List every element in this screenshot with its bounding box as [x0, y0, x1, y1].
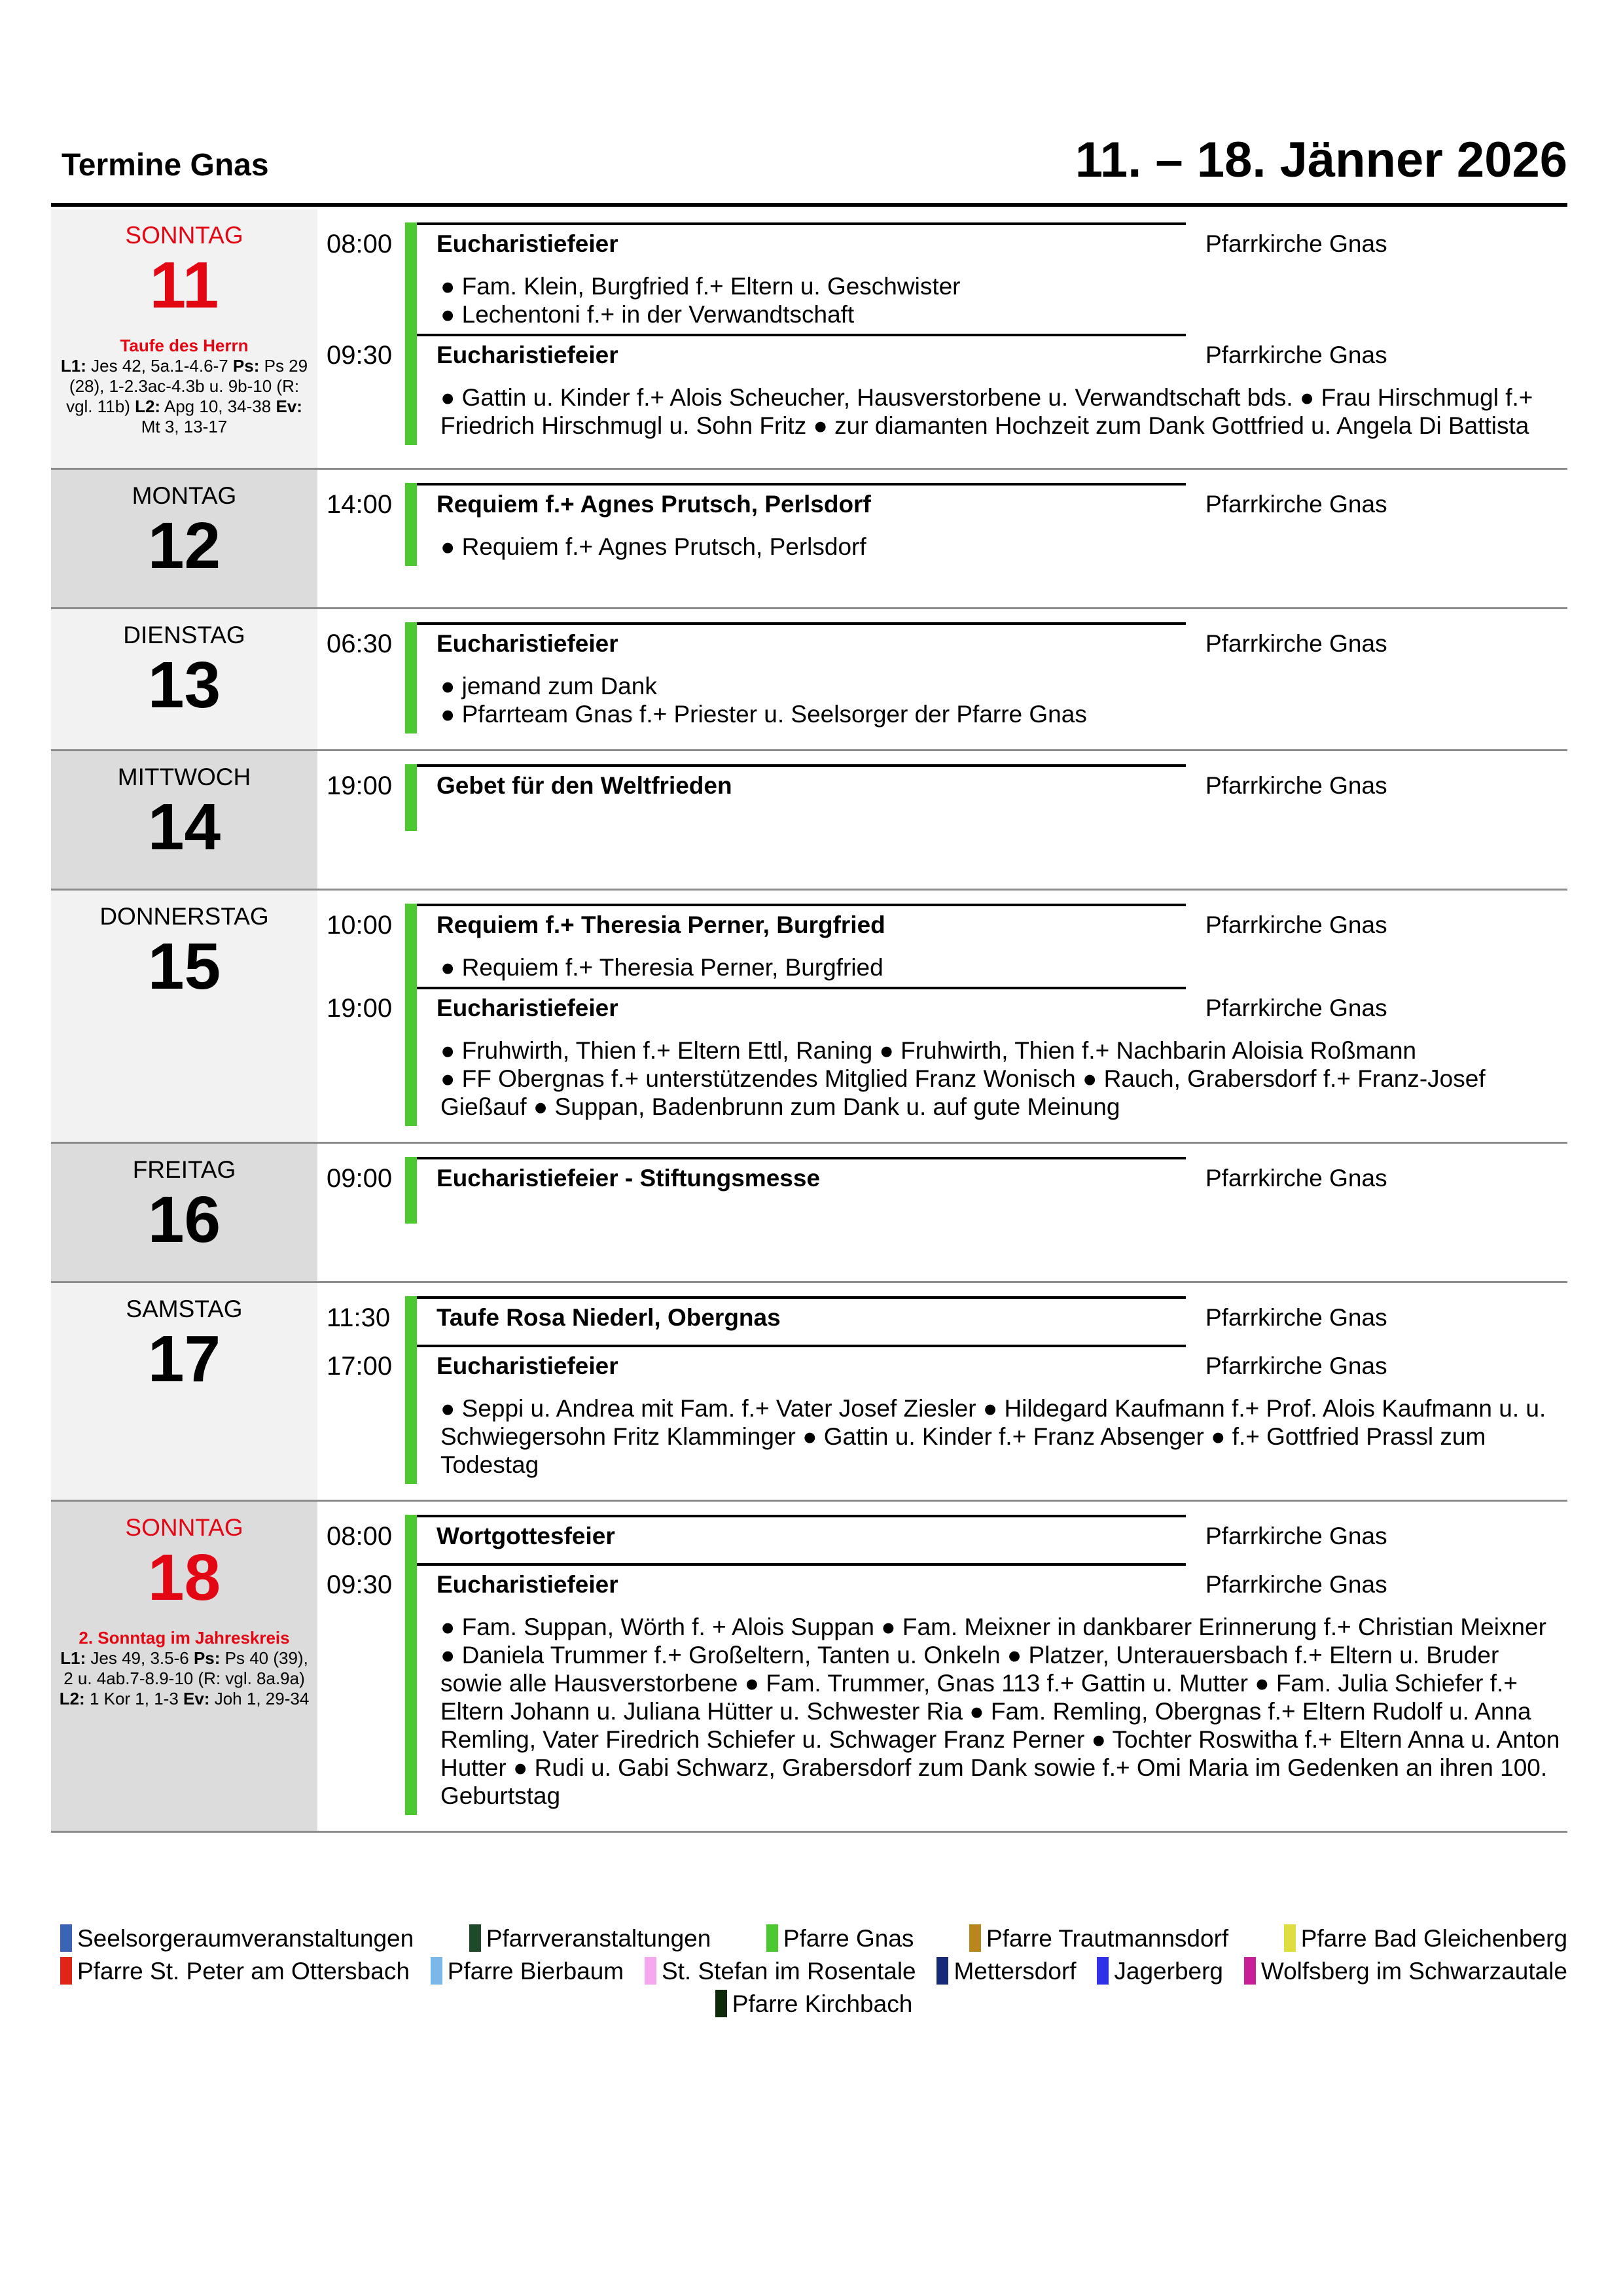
day-number: 14 — [147, 790, 221, 864]
mass-intentions — [437, 1600, 1567, 1815]
parish-color-bar — [405, 334, 417, 445]
parish-color-bar — [405, 904, 417, 987]
event-body — [417, 222, 1567, 334]
weekday-label: SONNTAG — [125, 222, 243, 249]
legend-label: Pfarre Gnas — [783, 1925, 914, 1952]
event-title: Eucharistiefeier — [437, 1352, 618, 1379]
event-divider — [417, 904, 1186, 906]
event-entry[interactable] — [317, 334, 1567, 445]
intention-line: ● Lechentoni f.+ in der Verwandtschaft — [440, 301, 855, 328]
event-time: 09:00 — [327, 1164, 393, 1193]
event-divider — [417, 1563, 1186, 1566]
day-header — [51, 1283, 317, 1500]
intention-line: ● Requiem f.+ Agnes Prutsch, Perlsdorf — [440, 533, 866, 560]
event-title: Eucharistiefeier — [437, 1571, 618, 1598]
legend-item — [715, 1988, 913, 2021]
legend-swatch — [715, 1990, 727, 2017]
feast-name: 2. Sonntag im Jahreskreis — [79, 1628, 290, 1648]
legend-swatch — [1244, 1957, 1256, 1985]
legend-swatch — [469, 1924, 481, 1952]
event-body — [417, 1157, 1567, 1224]
legend-item — [766, 1922, 914, 1955]
event-entry[interactable] — [317, 1157, 1567, 1224]
legend-swatch — [1097, 1957, 1109, 1985]
event-spacer — [437, 801, 1567, 831]
event-entry[interactable] — [317, 622, 1567, 733]
intention-line: ● Fam. Klein, Burgfried f.+ Eltern u. Geschwister — [440, 273, 961, 300]
weekday-label: MONTAG — [132, 482, 237, 509]
event-time: 19:00 — [327, 994, 393, 1023]
event-location: Pfarrkirche Gnas — [1205, 230, 1387, 257]
legend-label: Pfarre Trautmannsdorf — [986, 1925, 1229, 1952]
event-divider — [417, 1515, 1186, 1517]
reading-label: Ps: — [232, 356, 260, 376]
events-list — [317, 1144, 1567, 1281]
day-number: 11 — [149, 249, 219, 322]
legend-swatch — [766, 1924, 778, 1952]
weekday-label: SAMSTAG — [126, 1296, 243, 1322]
reading-reference: Joh 1, 29-34 — [209, 1689, 310, 1708]
reading-label: Ev: — [183, 1689, 210, 1708]
weekday-label: SONNTAG — [125, 1514, 243, 1541]
day-row — [51, 609, 1567, 751]
event-body — [417, 483, 1567, 566]
reading-reference: Ps 40 (39), 2 u. 4ab.7-8.9-10 (R: vgl. 8a.9a) — [63, 1648, 308, 1688]
parish-color-bar — [405, 622, 417, 733]
event-body — [417, 987, 1567, 1126]
event-body — [417, 764, 1567, 831]
reading-reference: Jes 42, 5a.1-4.6-7 — [86, 356, 233, 376]
reading-reference: Jes 49, 3.5-6 — [86, 1648, 194, 1668]
mass-intentions — [437, 259, 1567, 334]
event-title: Requiem f.+ Agnes Prutsch, Perlsdorf — [437, 491, 871, 518]
mass-intentions — [437, 1381, 1567, 1484]
event-location: Pfarrkirche Gnas — [1205, 1304, 1387, 1331]
liturgical-readings — [51, 1648, 317, 1722]
day-number: 17 — [147, 1322, 221, 1396]
weekday-label: DONNERSTAG — [99, 903, 269, 930]
event-time: 19:00 — [327, 771, 393, 800]
legend-swatch — [969, 1924, 981, 1952]
feast-name: Taufe des Herrn — [120, 336, 249, 355]
day-number: 18 — [147, 1541, 221, 1614]
intention-line: ● Pfarrteam Gnas f.+ Priester u. Seelsorger der Pfarre Gnas — [440, 701, 1087, 728]
event-title: Gebet für den Weltfrieden — [437, 772, 732, 799]
reading-reference: 1 Kor 1, 1-3 — [84, 1689, 184, 1708]
day-row — [51, 470, 1567, 609]
event-entry[interactable] — [317, 1563, 1567, 1815]
event-location: Pfarrkirche Gnas — [1205, 911, 1387, 938]
page-header — [51, 124, 1567, 207]
parish-color-bar — [405, 483, 417, 566]
legend-label: St. Stefan im Rosentale — [661, 1958, 916, 1985]
event-title: Taufe Rosa Niederl, Obergnas — [437, 1304, 781, 1331]
event-body — [417, 1563, 1567, 1815]
day-row — [51, 209, 1567, 470]
event-time: 14:00 — [327, 490, 393, 519]
reading-reference: Ps 29 (28), 1-2.3ac-4.3b u. 9b-10 (R: vgl. 11b) — [66, 356, 308, 416]
intention-line: ● Daniela Trummer f.+ Großeltern, Tanten u. Onkeln ● Platzer, Unterauersbach f.+ Eltern u. Bruder sowie alle Hausverstorbene ● Fam. Trummer, Gnas 113 f.+ Gattin u. Mutter ● Fam. Julia Schiefer f.+ Eltern Johann u. Juliana Hütter u. Schwester Ria ● Fam. Remling, Obergnas f.+ Eltern Rudolf u. Anna Remling, Vater Firedrich Schiefer u. Schwager Franz Perner ● Tochter Roswitha f.+ Eltern Anna u. Anton Hutter ● Rudi u. Gabi Schwarz, Grabersdorf zum Dank sowie f.+ Omi Maria im Gedenken an ihren 100. Geburtstag — [440, 1642, 1560, 1809]
liturgical-readings — [51, 356, 317, 450]
event-title: Eucharistiefeier — [437, 630, 618, 657]
page-title: Termine Gnas — [62, 148, 269, 183]
events-list — [317, 609, 1567, 749]
weekday-label: MITTWOCH — [117, 764, 251, 790]
events-list — [317, 209, 1567, 468]
event-divider — [417, 1157, 1186, 1159]
event-title: Wortgottesfeier — [437, 1523, 615, 1549]
color-legend — [51, 1922, 1567, 2021]
event-spacer — [437, 1551, 1567, 1563]
event-title: Eucharistiefeier — [437, 995, 618, 1021]
day-header — [51, 1502, 317, 1831]
reading-label: L2: — [135, 397, 161, 416]
reading-label: Ev: — [276, 397, 302, 416]
legend-item — [469, 1922, 711, 1955]
event-divider — [417, 1296, 1186, 1299]
legend-swatch — [60, 1924, 72, 1952]
weekly-schedule — [51, 209, 1567, 1833]
event-entry[interactable] — [317, 1296, 1567, 1345]
event-title: Eucharistiefeier - Stiftungsmesse — [437, 1165, 821, 1192]
day-row — [51, 751, 1567, 891]
day-number: 15 — [147, 930, 221, 1003]
parish-color-bar — [405, 1345, 417, 1484]
day-row — [51, 891, 1567, 1144]
parish-color-bar — [405, 987, 417, 1126]
events-list — [317, 751, 1567, 889]
intention-line: ● Requiem f.+ Theresia Perner, Burgfried — [440, 954, 883, 981]
intention-line: ● FF Obergnas f.+ unterstützendes Mitglied Franz Wonisch ● Rauch, Grabersdorf f.+ Franz-Josef Gießauf ● Suppan, Badenbrunn zum Dank u. auf gute Meinung — [440, 1065, 1486, 1120]
legend-swatch — [60, 1957, 72, 1985]
mass-intentions — [437, 659, 1567, 733]
day-row — [51, 1502, 1567, 1833]
legend-swatch — [431, 1957, 442, 1985]
event-location: Pfarrkirche Gnas — [1205, 1523, 1387, 1549]
mass-intentions — [437, 370, 1567, 445]
event-divider — [417, 334, 1186, 336]
event-body — [417, 904, 1567, 987]
day-header — [51, 891, 317, 1142]
legend-item — [431, 1955, 624, 1988]
event-entry[interactable] — [317, 1345, 1567, 1484]
legend-items — [51, 1922, 1567, 2021]
event-spacer — [437, 1333, 1567, 1345]
event-entry[interactable] — [317, 483, 1567, 566]
events-list — [317, 470, 1567, 607]
intention-line: ● Seppi u. Andrea mit Fam. f.+ Vater Josef Ziesler ● Hildegard Kaufmann f.+ Prof. Alois Kaufmann u. u. Schwiegersohn Fritz Klamminger ● Gattin u. Kinder f.+ Franz Absenger ● f.+ Gottfried Prassl zum Todestag — [440, 1395, 1546, 1478]
event-title: Requiem f.+ Theresia Perner, Burgfried — [437, 911, 885, 938]
event-location: Pfarrkirche Gnas — [1205, 491, 1387, 518]
event-entry[interactable] — [317, 222, 1567, 334]
day-number: 13 — [147, 648, 221, 722]
legend-item — [60, 1922, 414, 1955]
event-divider — [417, 764, 1186, 767]
event-divider — [417, 222, 1186, 225]
event-divider — [417, 987, 1186, 989]
event-spacer — [437, 1193, 1567, 1224]
event-location: Pfarrkirche Gnas — [1205, 630, 1387, 657]
day-number: 12 — [147, 509, 221, 582]
parish-color-bar — [405, 764, 417, 831]
intention-line: ● Gattin u. Kinder f.+ Alois Scheucher, Hausverstorbene u. Verwandtschaft bds. ● Frau Hirschmugl f.+ Friedrich Hirschmugl u. Sohn Fritz ● zur diamanten Hochzeit zum Dank Gottfried u. Angela Di Battista — [440, 384, 1533, 439]
legend-swatch — [645, 1957, 656, 1985]
event-body — [417, 1515, 1567, 1563]
date-range: 11. – 18. Jänner 2026 — [1075, 132, 1567, 188]
event-entry[interactable] — [317, 987, 1567, 1126]
event-divider — [417, 622, 1186, 625]
event-body — [417, 1345, 1567, 1484]
events-list — [317, 1502, 1567, 1831]
event-time: 08:00 — [327, 1522, 393, 1551]
reading-label: L1: — [60, 1648, 86, 1668]
parish-color-bar — [405, 1296, 417, 1345]
event-location: Pfarrkirche Gnas — [1205, 342, 1387, 368]
legend-label: Pfarre St. Peter am Ottersbach — [77, 1958, 410, 1985]
legend-label: Wolfsberg im Schwarzautale — [1260, 1958, 1567, 1985]
weekday-label: DIENSTAG — [123, 622, 245, 648]
day-header — [51, 751, 317, 889]
legend-item — [60, 1955, 410, 1988]
legend-item — [1284, 1922, 1567, 1955]
event-entry[interactable] — [317, 904, 1567, 987]
legend-label: Pfarrveranstaltungen — [486, 1925, 711, 1952]
legend-label: Mettersdorf — [954, 1958, 1077, 1985]
reading-label: L1: — [60, 356, 86, 376]
day-header — [51, 209, 317, 468]
intention-line: ● jemand zum Dank — [440, 673, 657, 699]
day-header — [51, 609, 317, 749]
legend-item — [1244, 1955, 1567, 1988]
legend-item — [645, 1955, 916, 1988]
mass-intentions — [437, 520, 1567, 566]
legend-item — [1097, 1955, 1223, 1988]
event-location: Pfarrkirche Gnas — [1205, 1165, 1387, 1192]
legend-label: Pfarre Bierbaum — [447, 1958, 624, 1985]
event-body — [417, 622, 1567, 733]
events-list — [317, 891, 1567, 1142]
event-time: 06:30 — [327, 629, 393, 658]
mass-intentions — [437, 1023, 1567, 1126]
reading-reference: Apg 10, 34-38 — [160, 397, 276, 416]
event-time: 09:30 — [327, 341, 393, 370]
legend-item — [936, 1955, 1076, 1988]
day-row — [51, 1144, 1567, 1283]
reading-reference: Mt 3, 13-17 — [141, 417, 228, 436]
parish-color-bar — [405, 1157, 417, 1224]
intention-line: ● Fruhwirth, Thien f.+ Eltern Ettl, Raning ● Fruhwirth, Thien f.+ Nachbarin Aloisia Roßmann — [440, 1037, 1417, 1064]
weekday-label: FREITAG — [132, 1156, 236, 1183]
legend-swatch — [1284, 1924, 1296, 1952]
event-time: 08:00 — [327, 230, 393, 258]
event-divider — [417, 483, 1186, 486]
events-list — [317, 1283, 1567, 1500]
parish-color-bar — [405, 222, 417, 334]
reading-label: Ps: — [193, 1648, 221, 1668]
event-time: 11:30 — [327, 1303, 391, 1332]
day-row — [51, 1283, 1567, 1502]
day-number: 16 — [147, 1183, 221, 1256]
event-entry[interactable] — [317, 764, 1567, 831]
day-header — [51, 1144, 317, 1281]
event-location: Pfarrkirche Gnas — [1205, 772, 1387, 799]
mass-intentions — [437, 940, 1567, 987]
legend-label: Jagerberg — [1114, 1958, 1223, 1985]
parish-color-bar — [405, 1515, 417, 1563]
day-header — [51, 470, 317, 607]
event-location: Pfarrkirche Gnas — [1205, 1571, 1387, 1598]
event-location: Pfarrkirche Gnas — [1205, 995, 1387, 1021]
event-time: 10:00 — [327, 911, 393, 940]
legend-label: Pfarre Kirchbach — [732, 1990, 913, 2017]
event-body — [417, 334, 1567, 445]
legend-swatch — [936, 1957, 948, 1985]
intention-line: ● Fam. Suppan, Wörth f. + Alois Suppan ● Fam. Meixner in dankbarer Erinnerung f.+ Christian Meixner — [440, 1614, 1546, 1640]
event-divider — [417, 1345, 1186, 1347]
event-title: Eucharistiefeier — [437, 342, 618, 368]
reading-label: L2: — [59, 1689, 85, 1708]
event-time: 09:30 — [327, 1570, 393, 1599]
event-time: 17:00 — [327, 1352, 393, 1381]
legend-label: Pfarre Bad Gleichenberg — [1300, 1925, 1568, 1952]
legend-item — [969, 1922, 1228, 1955]
parish-color-bar — [405, 1563, 417, 1815]
legend-label: Seelsorgeraumveranstaltungen — [77, 1925, 414, 1952]
event-location: Pfarrkirche Gnas — [1205, 1352, 1387, 1379]
event-title: Eucharistiefeier — [437, 230, 618, 257]
event-entry[interactable] — [317, 1515, 1567, 1563]
event-body — [417, 1296, 1567, 1345]
